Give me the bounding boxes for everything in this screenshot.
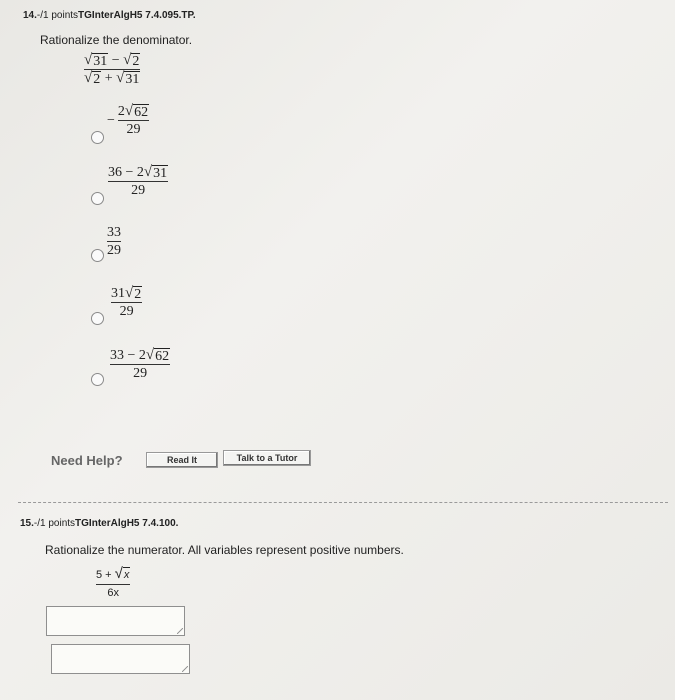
numerator: 33 [107,225,121,240]
need-help-label: Need Help? [51,453,123,468]
negative-sign: − [107,112,115,128]
numerator-answer-input[interactable] [46,606,185,636]
question-divider [18,502,668,503]
question-number: 14. [23,10,37,21]
option-4-answer: 31 √ 2 29 [111,285,142,319]
option-2-radio[interactable] [91,192,104,205]
denominator: 29 [119,304,134,319]
question-14-expression: √ 31 − √ 2 √ 2 + √ 31 [84,52,140,87]
resize-grip-icon[interactable] [177,628,183,634]
option-5-answer: 33 − 2 √ 62 29 [110,347,170,381]
denominator: 29 [126,122,141,137]
option-2-answer: 36 − 2 √ 31 29 [108,164,168,198]
numerator-lead: 5 + [96,569,115,581]
option-3-radio[interactable] [91,249,104,262]
numerator-lead: 36 − 2 [108,165,144,180]
question-code: TGInterAlgH5 7.4.095.TP. [78,10,196,21]
option-1-answer: − 2 √ 62 29 [107,103,149,137]
radicand: 2 [93,72,101,87]
coefficient: 2 [117,104,125,119]
radicand: 2 [134,287,142,302]
read-it-button[interactable]: Read It [146,452,218,468]
radicand: x [123,569,130,581]
option-4-radio[interactable] [91,312,104,325]
radicand: 62 [155,349,170,364]
option-5-radio[interactable] [91,373,104,386]
question-14-prompt: Rationalize the denominator. [40,33,193,47]
operator: + [104,71,113,86]
option-1-radio[interactable] [91,131,104,144]
resize-grip-icon[interactable] [182,666,188,672]
denominator-answer-input[interactable] [51,644,190,674]
talk-to-tutor-button[interactable]: Talk to a Tutor [223,450,311,466]
question-number: 15. [20,518,34,529]
denominator: 29 [131,183,146,198]
denominator: 29 [133,366,148,381]
radicand: 2 [132,54,140,69]
radicand: 31 [93,54,108,69]
coefficient: 31 [111,286,125,301]
option-3-answer [107,224,121,259]
radicand: 31 [153,166,168,181]
question-15-prompt: Rationalize the numerator. All variables represent positive numbers. [45,543,404,557]
numerator-lead: 33 − 2 [110,348,146,363]
question-points: -/1 points [36,10,79,21]
question-15-expression: 5 + √ x 6x [96,566,130,602]
operator: − [111,53,120,68]
radicand: 62 [134,105,149,120]
question-14-header [23,10,196,21]
question-15-header [20,518,178,529]
question-code: TGInterAlgH5 7.4.100. [75,518,179,529]
question-points: -/1 points [33,518,76,529]
denominator: 29 [107,243,121,258]
radicand: 31 [125,72,140,87]
denominator: 6x [107,587,119,599]
